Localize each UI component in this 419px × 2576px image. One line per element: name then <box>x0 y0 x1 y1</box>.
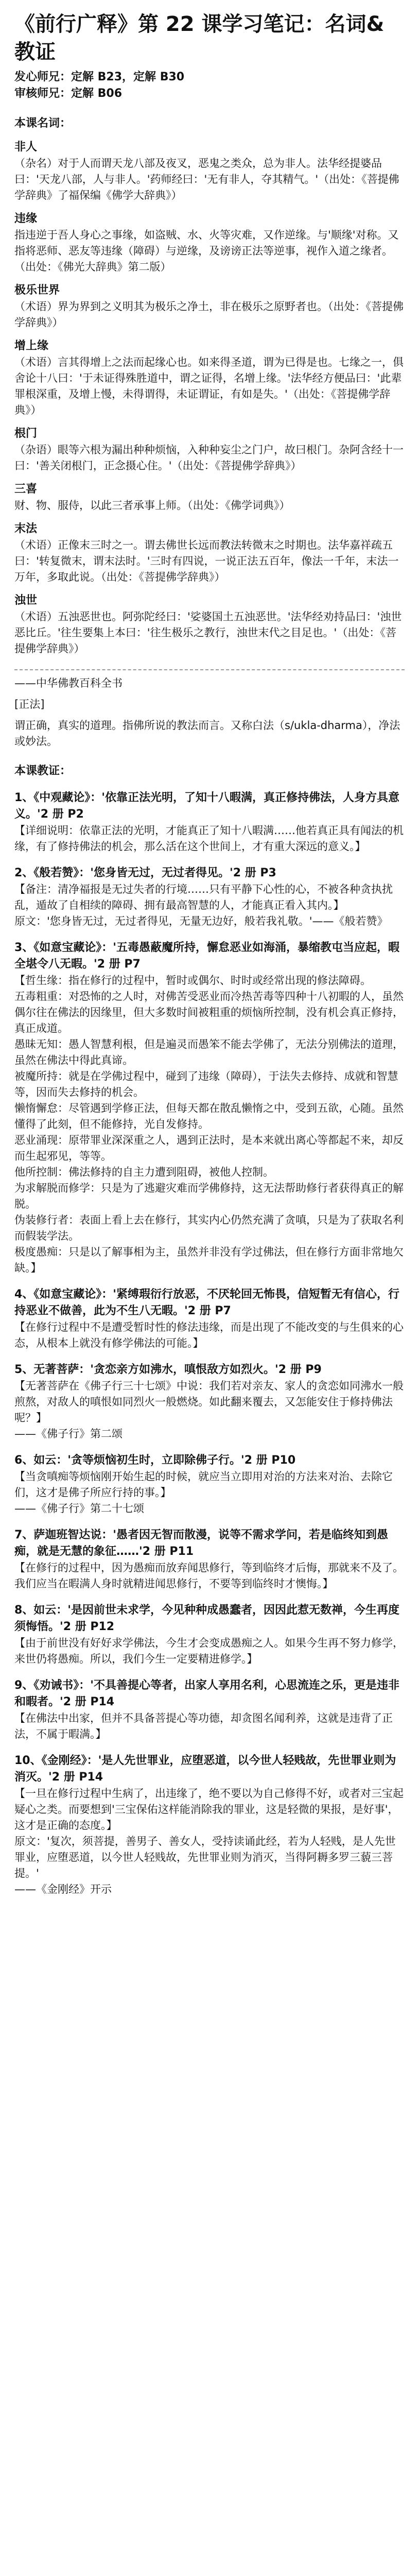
page-title: 《前行广释》第 22 课学习笔记：名词&教证 <box>14 12 385 64</box>
term-entry <box>14 338 405 418</box>
quote-body: 【在修行的过程中，因为愚痴而放弃闻思修行，等到临终才后悔，那就来不及了。我们应当在暇满人身时就精进闻思修行，不要等到临终时才懊悔。】 <box>14 1562 404 1590</box>
term-name: 极乐世界 <box>14 284 60 297</box>
quote-body: 【一旦在修行过程中生病了，出违缘了，绝不要以为自己修得不好，或者对三宝起疑心之类。而要想到'三宝保佑这样能消除我的罪业，这是轻微的果报，是好事'，这才是正确的态度。】 原文：'复次，须菩提，善男子、善女人，受持读诵此经，若为人轻贱，是人先世罪业，应堕恶道，以今世人轻贱故，先世罪业则为消灭，当得阿耨多罗三藐三菩提。' ——《金刚经》开示 <box>14 1787 404 1895</box>
quote-title: 1、《中观藏论》：'依靠正法光明，了知十八暇满，真正修持佛法，人身方具意义。'2 册 P2 <box>14 791 400 821</box>
quote-title: 9、《劝诫书》：'不具善提心等者，出家人享用名利，心思流连之乐，更是违非和暇者。'2 册 P14 <box>14 1679 400 1708</box>
term-entry <box>14 211 405 275</box>
term-name: 浊世 <box>14 594 38 607</box>
quote-title: 4、《如意宝藏论》：'紧缚瑕衍行放恶，不厌轮回无怖畏，信短暂无有信心，行持恶业不做善，此为不生八无暇。'2 册 P7 <box>14 1288 400 1317</box>
quote-entry <box>14 1452 405 1517</box>
quote-entry <box>14 1527 405 1592</box>
quote-title: 2、《般若赞》：'您身皆无过，无过者得见。'2 册 P3 <box>14 867 276 879</box>
quote-title: 3、《如意宝藏论》：'五毒愚蔽魔所持，懈怠恶业如海涌，暴缩教屯当应起，暇全堪令八无暇。'2 册 P7 <box>14 941 400 971</box>
quote-entry <box>14 1602 405 1667</box>
term-definition: （术语）界为界到之义明其为极乐之净土，非在极乐之原野者也。（出处：《菩提佛学辞典》） <box>14 300 404 329</box>
quote-body: 【无著菩萨在《佛子行三十七颂》中说：我们若对亲友、家人的贪恋如同沸水一般煎熬，对敌人的嗔恨如同烈火一般燃烧。如此翻来覆去，又怎能安住于修持佛法呢？】 ——《佛子行》第二颂 <box>14 1380 404 1440</box>
quote-title: 7、萨迦班智达说：'愚者因无智而散漫，说等不需求学问，若是临终知到愚痴，就是无慧的象征……'2 册 P11 <box>14 1529 389 1558</box>
term-name: 违缘 <box>14 212 38 225</box>
correction-text: 谓正确，真实的道理。指佛所说的教法而言。又称白法（s/ukla-dharma），净法或妙法。 <box>14 719 400 748</box>
quote-body: 【当贪嗔痴等烦恼刚开始生起的时候，就应当立即用对治的方法来对治、去除它们，这才是佛子所应行持的事。】 ——《佛子行》第二十七颂 <box>14 1470 393 1515</box>
term-name: 增上缘 <box>14 340 49 352</box>
term-definition: （杂名）对于人而谓天龙八部及夜叉，恶鬼之类众，总为非人。法华经提婆品曰：'天龙八部，人与非人。'药师经曰：'无有非人，夺其精气。'（出处：《菩提佛学辞典》了福保编《佛学大辞典》） <box>14 157 399 201</box>
term-entry <box>14 521 405 585</box>
quote-entry <box>14 1362 405 1442</box>
quote-entry <box>14 1286 405 1351</box>
quote-entry <box>14 790 405 855</box>
term-name: 非人 <box>14 141 38 154</box>
section-divider <box>14 669 405 670</box>
term-entry <box>14 282 405 331</box>
quote-body: 【详细说明：依靠正法的光明，才能真正了知十八暇满……他若真正具有闻法的机缘，有了修持佛法的机会，那么活在这个世间上，才有重大深远的意义。】 <box>14 824 404 853</box>
term-entry <box>14 592 405 657</box>
source-line: ——中华佛教百科全书 <box>14 677 123 689</box>
term-name: 三喜 <box>14 483 38 496</box>
quote-body: 【在修行过程中不是遭受暂时性的修法违缘，而是出现了不能改变的与生俱来的心态，从根本上就没有修学佛法的可能。】 <box>14 1321 404 1349</box>
quote-body: 【在佛法中出家，但并不具备菩提心等功德，却贪图名闻利养，这就是违背了正法，不属于暇满。】 <box>14 1712 393 1740</box>
quote-entry <box>14 865 405 929</box>
quote-title: 10、《金刚经》：'是人先世罪业，应堕恶道，以今世人轻贱故，先世罪业则为消灭。'2 册 P14 <box>14 1754 396 1784</box>
quote-title: 5、无著菩萨：'贪恋亲方如沸水，嗔恨敌方如烈火。'2 册 P9 <box>14 1363 322 1376</box>
term-name: 根门 <box>14 427 38 440</box>
term-definition: （术语）言其得增上之法而起缘心也。如来得圣道，谓为已得是也。七缘之一，俱舍论十八曰：'于未证得殊胜道中，谓之证得，名增上缘。'法华经方便品曰：'此辈罪根深重，及增上慢，未得谓得，未证谓证，有如是失。'（出处：《菩提佛学辞典》） <box>14 356 404 416</box>
quote-body: 【哲生缘：指在修行的过程中，暂时或偶尔、时时或经常出现的修法障碍。 五毒粗重：对恐怖的之人时，对佛苦受恶业而冷热苦毒等四种十八初暇的人，虽然偶尔往在佛法的因缘里，但大多数时间被粗重的烦恼所控制，没有机会真正修持，真正成道。 愚昧无知：愚人智慧利根，但是遍灵而愚笨不能去学佛了，无法分别佛法的道理，虽然在佛法中得此真谛。 被魔所持：就是在学佛过程中，碰到了违缘（障碍），于法失去修持、成就和智慧等，因而失去修持的机会。 懒惰懈怠：尽管遇到学修正法，但每天都在散乱懒惰之中，受到五欲，心随。虽然懂得了此刻，但不能修持，光自发修持。 恶业涌现：原带罪业深深重之人，遇到正法时，是本来就出离心等都起不来，却反而生起邪见，等等。 他所控制：佛法修持的自主力遭到阻碍，被他人控制。 为求解脱而修学：只是为了逃避灾难而学佛修持，这无法帮助修行者获得真正的解脱。 伪装修行者：表面上看上去在修行，其实内心仍然充满了贪嗔，只是为了获取名利而假装学法。 极度愚痴：只是以了解事相为主，虽然并非没有学过佛法，但在修行方面非常地欠缺。】 <box>14 974 404 1274</box>
quote-title: 8、如云：'是因前世未求学，今见种种成愚蠢者，因因此惹无数禅，今生再度须悔悟。'2 册 P12 <box>14 1604 400 1633</box>
quote-entry <box>14 1677 405 1742</box>
term-entry <box>14 481 405 514</box>
term-definition: 财、物、服侍，以此三者承事上师。（出处：《佛学词典》） <box>14 499 290 512</box>
quote-title: 6、如云：'贪等烦恼初生时，立即除佛子行。'2 册 P10 <box>14 1454 296 1467</box>
term-definition: （术语）正像末三时之一。谓去佛世长远而教法转微末之时期也。法华嘉祥疏五曰：'转复微末，谓末法时。'三时有四说，一说正法五百年，像法一千年，末法一万年，多取此说。（出处：《菩提佛学辞典》） <box>14 539 399 583</box>
quote-body: 【由于前世没有好好求学佛法，今生才会变成愚痴之人。如果今生再不努力修学，来世仍将愚痴。所以，我们今生一定要精进修学。】 <box>14 1637 404 1665</box>
term-entry <box>14 139 405 204</box>
reviewer-line: 审核师兄：定解 B06 <box>14 87 123 100</box>
term-definition: （术语）五浊恶世也。阿弥陀经曰：'娑婆国土五浊恶世。'法华经劝持品曰：'浊世恶比丘。'往生要集上本曰：'往生极乐之教行，浊世末代之目足也。'（出处：《菩提佛学辞典》） <box>14 611 402 655</box>
quote-body: 【备注：清净福报是无过失者的行境……只有平静下心性的心，不被各种贪执扰乱，遁故了自相续的障碍、拥有最高智慧的人，才能真正看入其内。】 原文：'您身皆无过，无过者得见，无量无边好，般若我礼敬。'——《般若赞》 <box>14 883 393 927</box>
terms-heading: 本课名词： <box>14 117 72 130</box>
term-name: 末法 <box>14 522 38 535</box>
term-definition: （杂语）眼等六根为漏出种种烦恼，入种种妄尘之门户，故曰根门。杂阿含经十一曰：'善关闭根门，正念摄心住。'（出处：《菩提佛学辞典》） <box>14 444 404 472</box>
term-definition: 指违逆于吾人身心之事缘，如盗贼、水、火等灾难，又作逆缘。与'顺缘'对称。又指将恶师、恶友等违缘（障碍）与逆缘，及谤谤正法等逆事，视作入道之缘者。（出处：《佛光大辞典》第二版） <box>14 229 399 273</box>
term-entry <box>14 426 405 474</box>
quote-entry <box>14 1753 405 1897</box>
correction-label: [正法] <box>14 698 45 710</box>
quote-entry <box>14 940 405 1276</box>
speaker-line: 发心师兄：定解 B23，定解 B30 <box>14 71 185 83</box>
quotes-heading: 本课教证： <box>14 765 72 777</box>
